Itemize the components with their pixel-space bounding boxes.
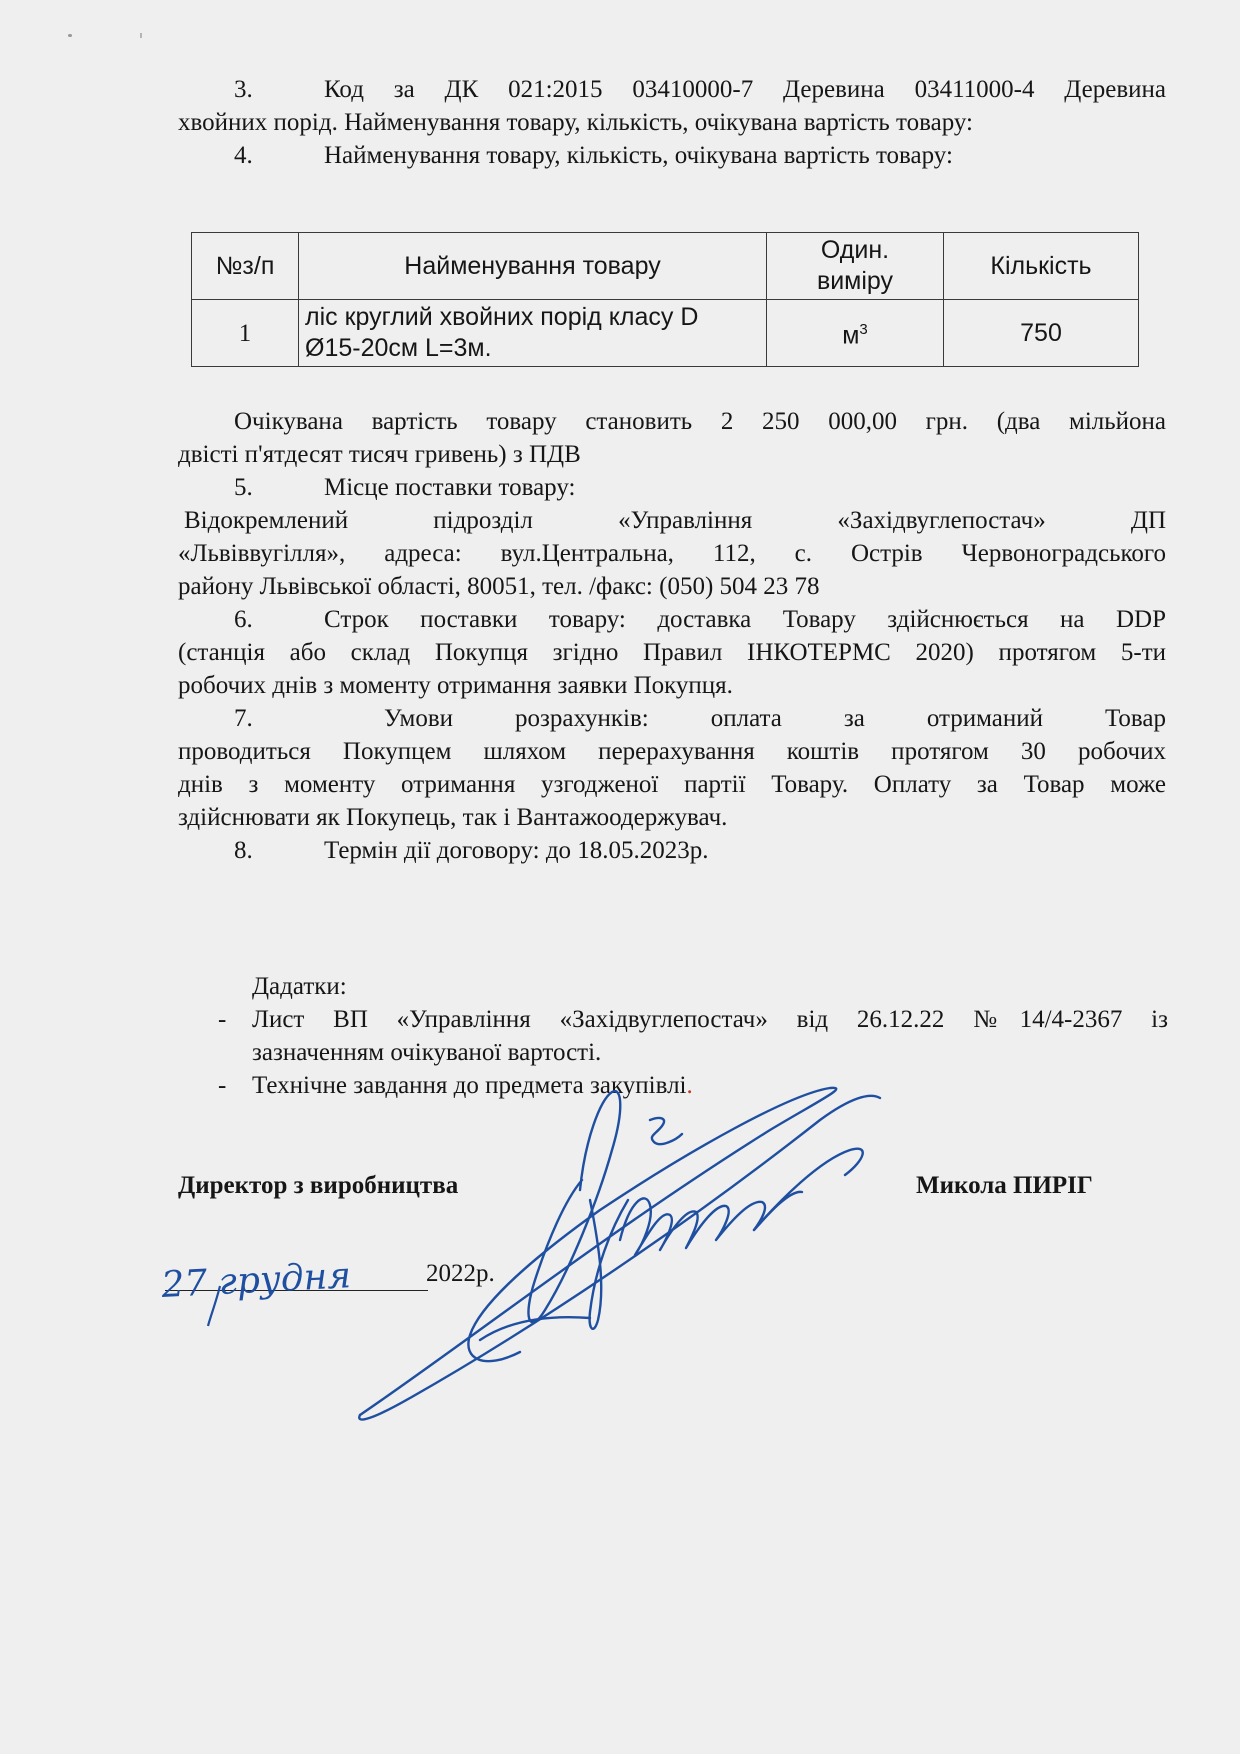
- appendix-title: Дадатки:: [252, 973, 347, 1000]
- item-number: 6.: [234, 606, 253, 633]
- item-7-line2: [178, 735, 1166, 768]
- cost-text-2: двісті п'ятдесят тисяч гривень) з ПДВ: [178, 441, 581, 468]
- cell-name-line2: Ø15-20см L=3м.: [305, 334, 492, 362]
- table-header-row: [192, 233, 1139, 300]
- appendix-item-1-line2: зазначенням очікуваної вартості.: [252, 1039, 602, 1066]
- item-number: 5.: [234, 474, 253, 501]
- item-5-line1: [178, 504, 1166, 537]
- red-period: .: [686, 1072, 693, 1099]
- cell-name: [299, 300, 767, 367]
- goods-table: [191, 232, 1139, 367]
- cell-unit-base: м: [842, 321, 860, 350]
- header-name: Найменування товару: [299, 233, 767, 300]
- item-4: [178, 139, 1166, 172]
- item-5-label: Місце поставки товару:: [324, 474, 576, 501]
- item-number: 7.: [234, 705, 253, 732]
- cost-text-1: Очікувана вартість товару становить 2 250 000,00 грн. (два мільйона: [234, 408, 1166, 435]
- item-7: [178, 702, 1166, 735]
- cost-line1: [178, 405, 1166, 438]
- item-5: [178, 471, 1166, 504]
- item-3-line2: хвойних порід. Найменування товару, кількість, очікувана вартість товару:: [178, 109, 973, 136]
- item-number: 4.: [234, 142, 253, 169]
- item-number: 3.: [234, 76, 253, 103]
- cell-unit-sup: 3: [859, 321, 868, 339]
- item-7-line3: [178, 768, 1166, 801]
- list-dash: -: [218, 1006, 227, 1033]
- header-unit: [767, 233, 944, 300]
- cell-unit: [767, 300, 944, 367]
- appendix-item-1-line1: Лист ВП «Управління «Західвуглепостач» від 26.12.22 №14/4-2367 із: [252, 1006, 1168, 1033]
- scan-speck: [140, 33, 142, 38]
- item-6-line3: [178, 669, 1166, 702]
- header-no: №з/п: [192, 233, 299, 300]
- item-6-text-2: (станція або склад Покупця згідно Правил ІНКОТЕРМС 2020) протягом 5-ти: [178, 639, 1166, 666]
- table-row: [192, 300, 1139, 367]
- item-5-line3: [178, 570, 1166, 603]
- item-7-text-2: проводиться Покупцем шляхом перерахування коштів протягом 30 робочих: [178, 738, 1166, 765]
- signature-icon: [350, 1080, 940, 1430]
- list-dash: -: [218, 1072, 227, 1099]
- item-6-text-1: Строк поставки товару: доставка Товару здійснюється на DDP: [324, 606, 1166, 633]
- position-title: Директор з виробництва: [178, 1172, 459, 1199]
- date-year: 2022р.: [426, 1260, 495, 1287]
- item-3: [178, 73, 1166, 106]
- handwritten-date-text: 27 грудня: [160, 1255, 353, 1307]
- header-qty: Кількість: [944, 233, 1139, 300]
- item-5-text-2: «Львіввугілля», адреса: вул.Центральна, 112, с. Острів Червоноградського: [178, 540, 1166, 567]
- cell-no: 1: [192, 300, 299, 367]
- cost-line2: [178, 438, 1166, 471]
- cell-name-line1: ліс круглий хвойних порід класу D: [305, 303, 699, 331]
- header-unit-line1: Один.: [820, 236, 890, 264]
- item-7-text-3: днів з моменту отримання узгодженої партії Товару. Оплату за Товар може: [178, 771, 1166, 798]
- signer-name: Микола ПИРІГ: [916, 1172, 1093, 1199]
- item-8-text: Термін дії договору: до 18.05.2023р.: [324, 837, 709, 864]
- appendix-item-1: [218, 1003, 1168, 1069]
- item-5-line2: [178, 537, 1166, 570]
- item-4-text: Найменування товару, кількість, очікувана вартість товару:: [324, 142, 953, 169]
- item-number: 8.: [234, 837, 253, 864]
- appendix-item-2-line1: Технічне завдання до предмета закупівлі: [252, 1072, 687, 1099]
- item-7-line4: [178, 801, 1166, 834]
- item-6-line2: [178, 636, 1166, 669]
- header-unit-line2: виміру: [816, 267, 894, 295]
- item-5-text-3: району Львівської області, 80051, тел. /факс: (050) 504 23 78: [178, 573, 820, 600]
- item-6-text-3: робочих днів з моменту отримання заявки Покупця.: [178, 672, 733, 699]
- item-3-line1: Код за ДК 021:2015 03410000-7 Деревина 03411000-4 Деревина: [324, 76, 1166, 103]
- item-3-cont: [178, 106, 1166, 139]
- item-8: [178, 834, 1166, 867]
- item-5-text-1: Відокремлений підрозділ «Управління «Західвуглепостач» ДП: [184, 507, 1166, 534]
- item-6: [178, 603, 1166, 636]
- item-7-text-4: здійснювати як Покупець, так і Вантажоодержувач.: [178, 804, 728, 831]
- scan-speck: [68, 34, 72, 37]
- item-7-text-1: Умови розрахунків: оплата за отриманий Товар: [384, 705, 1166, 732]
- cell-qty: 750: [944, 300, 1139, 367]
